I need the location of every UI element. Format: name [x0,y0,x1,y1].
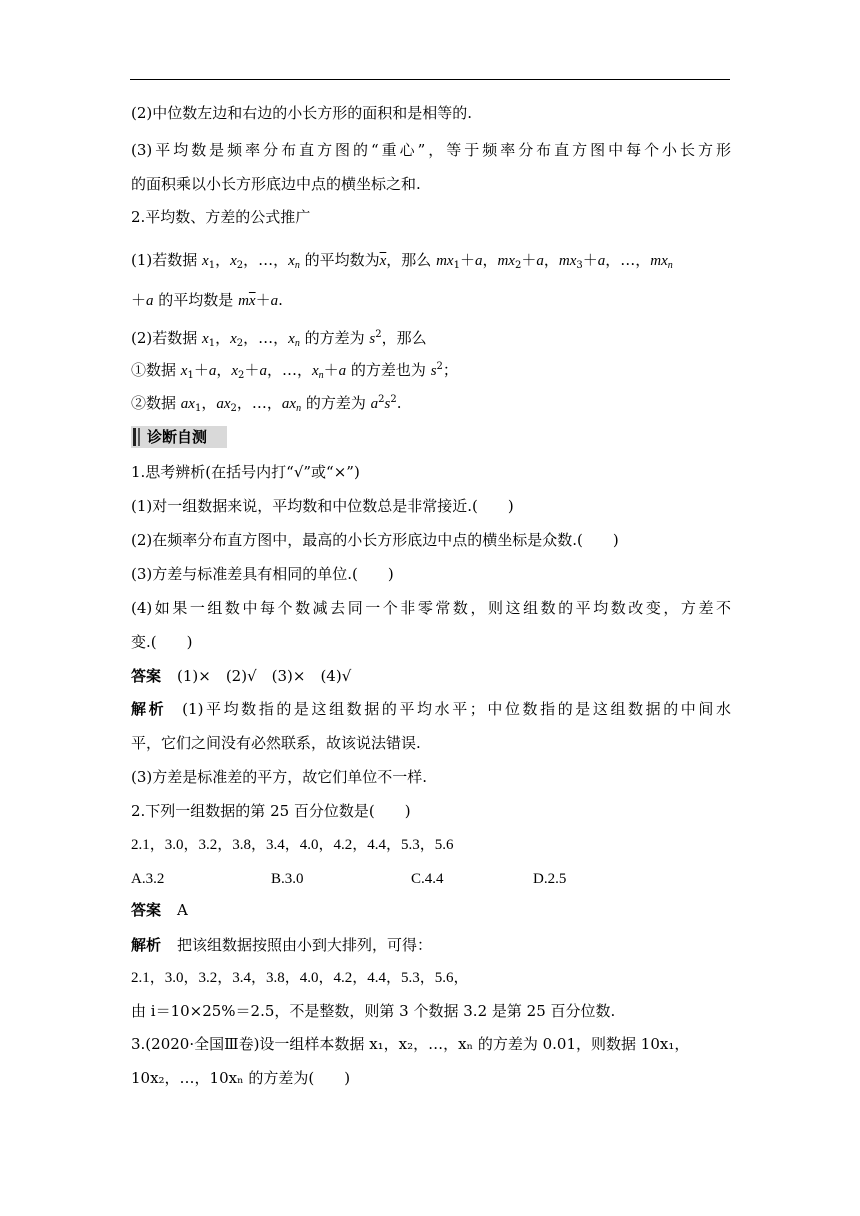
text-line: (2)中位数左边和右边的小长方形的面积和是相等的. [131,104,473,122]
heading-bar-icon [133,428,136,446]
text-line: (3)方差是标准差的平方，故它们单位不一样. [131,768,428,786]
analysis-line: 解析 把该组数据按照由小到大排列，可得： [131,936,433,954]
text-line: 的面积乘以小长方形底边中点的横坐标之和. [131,175,421,193]
text-line: (2)在频率分布直方图中，最高的小长方形底边中点的横坐标是众数.( ) [131,531,619,549]
option-c: C.4.4 [411,871,444,887]
analysis-line: 解析 (1)平均数指的是这组数据的平均水平；中位数指的是这组数据的中间水 [131,700,731,718]
header-rule [130,79,730,80]
answer-label: 答案 [131,667,162,685]
text-line: (4)如果一组数中每个数减去同一个非零常数，则这组数的平均数改变，方差不 [131,599,731,617]
text-line: 平，它们之间没有必然联系，故该说法错误. [131,734,421,752]
answer-line [131,666,731,686]
heading-bar-icon [138,428,140,446]
answer-value: A [177,901,188,919]
formula-line: (2)若数据 $x_1$，$x_2$，…，$x_n$ 的方差为 $s^2$，那么 [131,329,427,349]
formula-line: ＋a 的平均数是 $m\overline{x}+a$. [131,291,283,309]
formula-line: (1)若数据 $x_1$，$x_2$，…，$x_n$ 的平均数为$\overline{x}$，那么 $mx_1+a$，$mx_2+a$，$mx_3+a$，…，$mx_n$ [131,251,673,271]
text-line: (1)对一组数据来说，平均数和中位数总是非常接近.( ) [131,497,514,515]
analysis-label: 解析 [131,700,167,718]
question-line: 3.(2020·全国Ⅲ卷)设一组样本数据 x₁，x₂，…，xₙ 的方差为 0.01，则数据 10x₁， [131,1035,690,1053]
option-d: D.2.5 [533,871,567,887]
option-b: B.3.0 [271,871,304,887]
text-line: (3)平均数是频率分布直方图的“重心”，等于频率分布直方图中每个小长方形 [131,141,731,159]
text-line: 变.( ) [131,633,193,651]
formula-line: ②数据 $ax_1$，$ax_2$，…，$ax_n$ 的方差为 $a^2s^2$. [131,394,402,414]
text-line: 由 i＝10×25%＝2.5，不是整数，则第 3 个数据 3.2 是第 25 百分位数. [131,1002,616,1020]
option-a: A.3.2 [131,871,165,887]
text-line: 1.思考辨析(在括号内打“√”或“×”) [131,463,360,481]
text-line: 2.下列一组数据的第 25 百分位数是( ) [131,802,411,820]
text-line: 2.平均数、方差的公式推广 [131,208,311,226]
section-title: 诊断自测 [147,428,208,446]
section-heading [131,426,227,448]
answer-line: 答案 A [131,901,188,919]
answer-value: (1)× (2)√ (3)× (4)√ [177,667,352,685]
text-line: 2.1，3.0，3.2，3.8，3.4，4.0，4.2，4.4，5.3，5.6 [131,837,454,853]
formula-line: ①数据 $x_1+a$，$x_2+a$，…，$x_n+a$ 的方差也为 $s^2$； [131,361,458,381]
text-line: (3)方差与标准差具有相同的单位.( ) [131,565,394,583]
question-line: 10x₂，…，10xₙ 的方差为( ) [131,1069,351,1087]
text-line: 2.1，3.0，3.2，3.4，3.8，4.0，4.2，4.4，5.3，5.6， [131,970,469,986]
